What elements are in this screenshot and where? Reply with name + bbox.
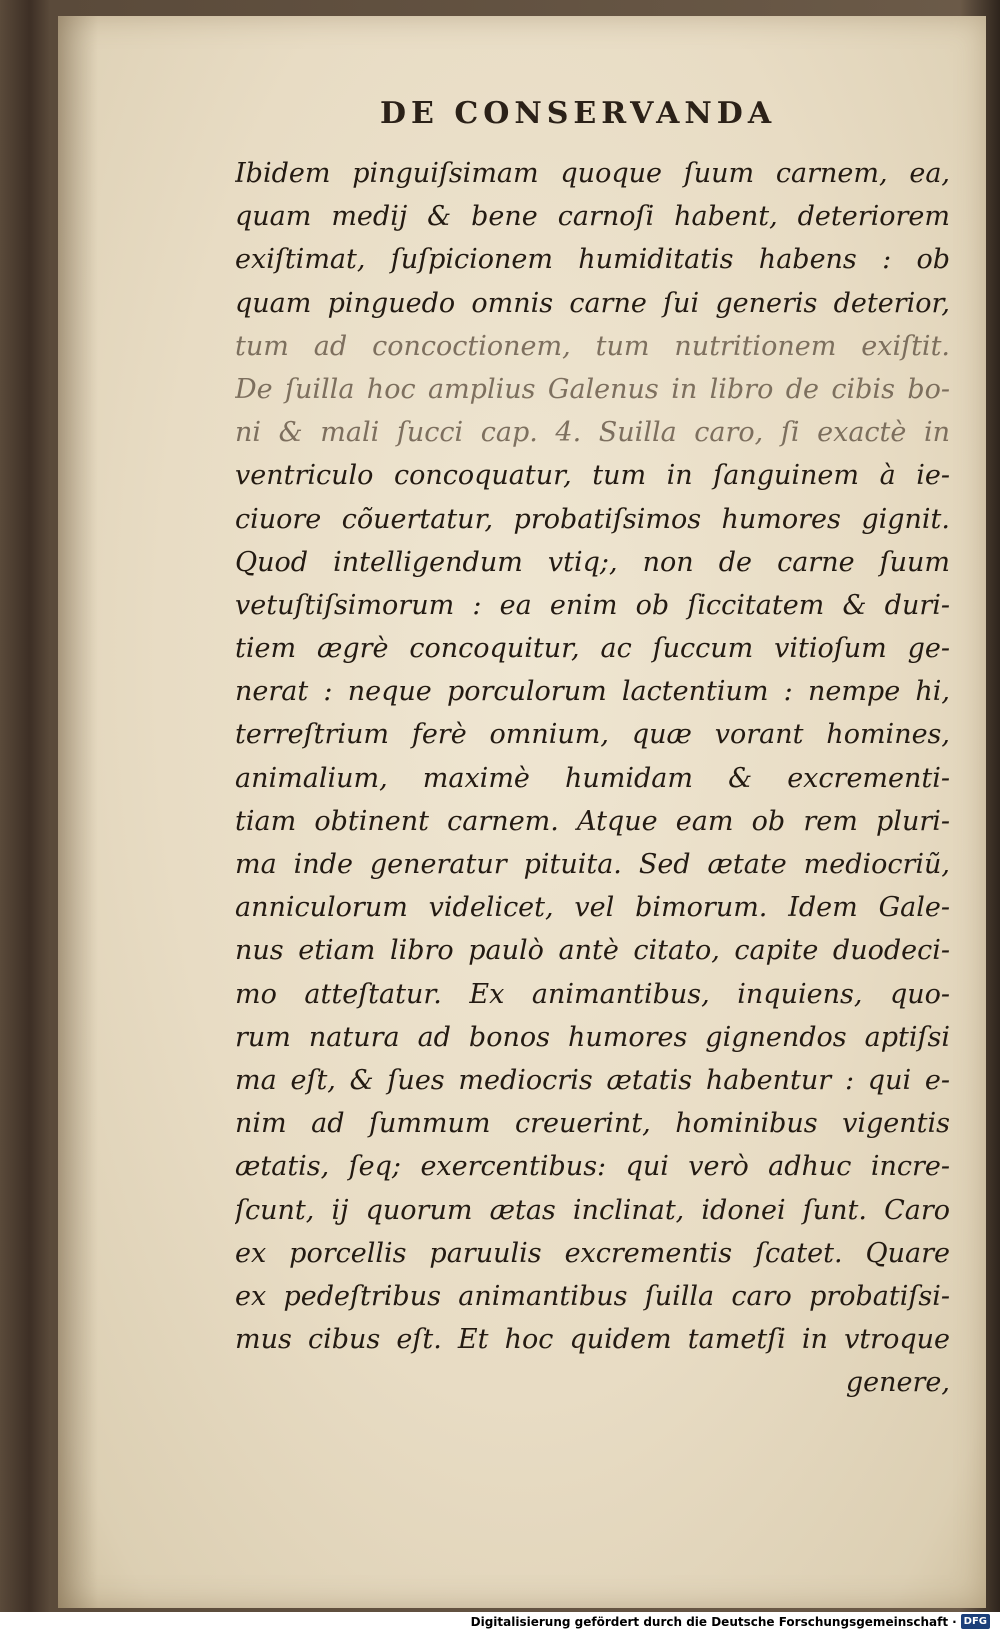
text-line: ætatis, ſeq; exercentibus: qui verò adhuc incre-: [235, 1151, 950, 1183]
text-line: ma eſt, & ſues mediocris ætatis habentur : qui e-: [235, 1064, 950, 1096]
catchword: genere,: [845, 1367, 950, 1399]
funding-credit-text: Digitalisierung gefördert durch die Deutsche Forschungsgemeinschaft: [470, 1614, 949, 1629]
text-line: Quod intelligendum vtiq;, non de carne ſuum: [235, 546, 950, 578]
text-line: animalium, maximè humidam & excrementi-: [235, 762, 950, 794]
text-line: De ſuilla hoc amplius Galenus in libro de cibis bo-: [235, 373, 950, 405]
text-line: quam medij & bene carnoſi habent, deteriorem: [235, 201, 950, 233]
text-line: mo atteſtatur. Ex animantibus, inquiens, quo-: [235, 978, 950, 1010]
text-line: terreſtrium ferè omnium, quæ vorant homines,: [235, 719, 950, 751]
footer-bar: [0, 1612, 1000, 1633]
text-line: ex porcellis paruulis excrementis ſcatet. Quare: [235, 1237, 950, 1269]
text-line: mus cibus eſt. Et hoc quidem tametſi in vtroque: [235, 1324, 950, 1356]
text-line: vetuſtiſsimorum : ea enim ob ſiccitatem & duri-: [235, 589, 950, 621]
text-line: nerat : neque porculorum lactentium : nempe hi,: [235, 676, 950, 708]
text-line: quam pinguedo omnis carne ſui generis deterior,: [235, 287, 950, 319]
text-line: ma inde generatur pituita. Sed ætate mediocriũ,: [235, 849, 950, 880]
text-line: ni & mali ſucci cap. 4. Suilla caro, ſi exactè in: [235, 417, 950, 449]
text-line: exiſtimat, ſuſpicionem humiditatis habens : ob: [235, 244, 950, 276]
text-line: ventriculo concoquatur, tum in ſanguinem à ie-: [235, 460, 950, 492]
text-line: ſcunt, ij quorum ætas inclinat, idonei ſunt. Caro: [235, 1194, 950, 1226]
text-line: tiem ægrè concoquitur, ac ſuccum vitioſum ge-: [235, 633, 950, 665]
text-line: nim ad ſummum creuerint, hominibus vigentis: [235, 1108, 950, 1140]
text-line: Ibidem pinguiſsimam quoque ſuum carnem, ea,: [235, 158, 950, 189]
body-text: [235, 152, 950, 1404]
text-line: tum ad concoctionem, tum nutritionem exiſtit.: [235, 330, 950, 362]
page-gutter-shadow: [58, 16, 98, 1608]
text-line: tiam obtinent carnem. Atque eam ob rem pluri-: [235, 805, 950, 837]
text-line: anniculorum videlicet, vel bimorum. Idem Gale-: [235, 892, 950, 924]
text-line: ex pedeſtribus animantibus ſuilla caro probatiſsi-: [235, 1280, 950, 1312]
funding-credit: Digitalisierung gefördert durch die Deutsche Forschungsgemeinschaft · DFG: [471, 1614, 990, 1629]
text-line: rum natura ad bonos humores gignendos aptiſsi: [235, 1021, 950, 1053]
running-head: DE CONSERVANDA: [380, 96, 777, 131]
dfg-logo-icon[interactable]: DFG: [961, 1614, 990, 1629]
text-line: ciuore cõuertatur, probatiſsimos humores gignit.: [235, 503, 950, 535]
text-line: nus etiam libro paulò antè citato, capite duodeci-: [235, 935, 950, 967]
